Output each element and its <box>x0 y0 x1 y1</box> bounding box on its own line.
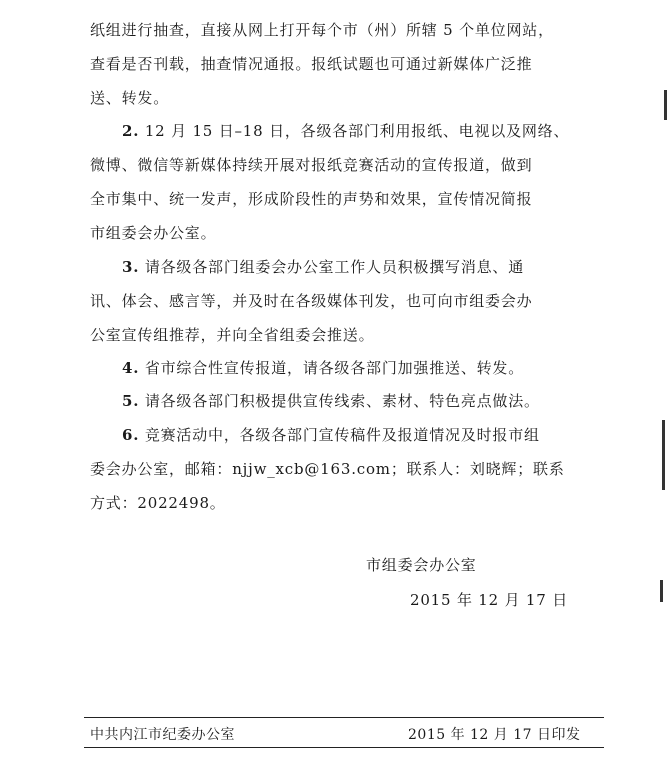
item-number: 3. <box>122 258 140 276</box>
text-line: 公室宣传组推荐，并向全省组委会推送。 <box>90 326 375 344</box>
signature-org: 市组委会办公室 <box>366 556 477 574</box>
footer-issue-date: 2015 年 12 月 17 日印发 <box>408 727 581 743</box>
text-line: 委会办公室，邮箱：njjw_xcb@163.com；联系人：刘晓辉；联系 <box>90 460 565 478</box>
text-line: 讯、体会、感言等，并及时在各级媒体刊发，也可向市组委会办 <box>90 292 533 310</box>
item-text: 12 月 15 日–18 日，各级各部门利用报纸、电视以及网络、 <box>139 122 570 140</box>
text-line <box>122 424 540 445</box>
text-line: 市组委会办公室。 <box>90 224 217 242</box>
text-line: 查看是否刊载，抽查情况通报。报纸试题也可通过新媒体广泛推 <box>90 55 533 73</box>
item-number: 2. <box>122 122 140 140</box>
signature-date: 2015 年 12 月 17 日 <box>410 591 568 609</box>
text-line <box>122 120 569 141</box>
text-line: 纸组进行抽查，直接从网上打开每个市（州）所辖 5 个单位网站， <box>90 21 554 39</box>
scan-edge-mark <box>662 420 665 490</box>
text-line <box>122 256 524 277</box>
item-text: 省市综合性宣传报道，请各级各部门加强推送、转发。 <box>139 359 525 377</box>
text-line: 方式：2022498。 <box>90 494 226 512</box>
item-text: 请各级各部门组委会办公室工作人员积极撰写消息、通 <box>139 258 525 276</box>
item-number: 5. <box>122 392 140 410</box>
text-line: 送、转发。 <box>90 89 170 107</box>
text-line: 微博、微信等新媒体持续开展对报纸竞赛活动的宣传报道，做到 <box>90 156 533 174</box>
text-line <box>122 357 524 378</box>
text-line: 全市集中、统一发声，形成阶段性的声势和效果，宣传情况简报 <box>90 190 533 208</box>
footer-top-rule <box>84 717 604 718</box>
footer-issuer: 中共内江市纪委办公室 <box>90 727 235 743</box>
item-number: 6. <box>122 426 140 444</box>
item-number: 4. <box>122 359 140 377</box>
scan-edge-mark <box>664 90 667 120</box>
text-line <box>122 390 540 411</box>
footer-bottom-rule <box>84 747 604 748</box>
scan-edge-mark <box>660 580 663 602</box>
item-text: 请各级各部门积极提供宣传线索、素材、特色亮点做法。 <box>139 392 540 410</box>
item-text: 竞赛活动中，各级各部门宣传稿件及报道情况及时报市组 <box>139 426 540 444</box>
